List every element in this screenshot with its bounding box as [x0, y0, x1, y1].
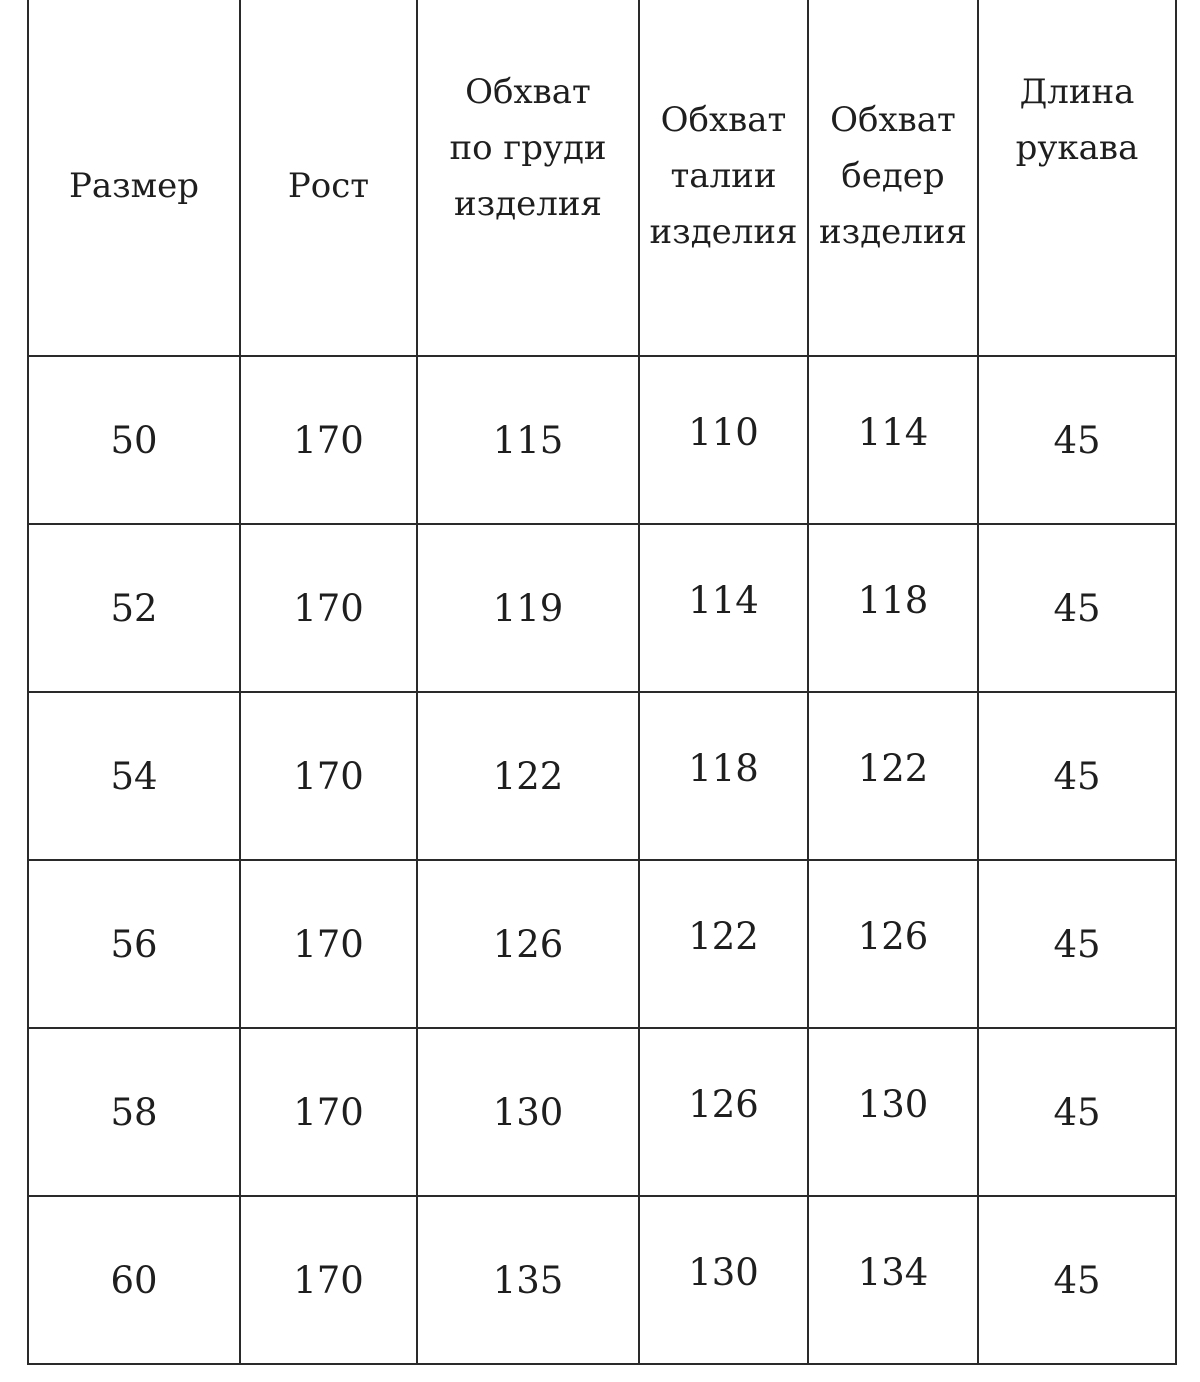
- cell-sleeve: 45: [978, 692, 1176, 860]
- header-hips-line: изделия: [819, 212, 967, 252]
- header-size: [28, 0, 240, 356]
- cell-size: 50: [28, 356, 240, 524]
- cell-hips: [808, 1028, 978, 1196]
- cell-hips: [808, 524, 978, 692]
- cell-waist-value: 130: [688, 1250, 759, 1294]
- header-waist-line: талии: [670, 156, 777, 196]
- size-chart-table: [27, 0, 1177, 1365]
- cell-hips-value: 114: [857, 410, 929, 454]
- cell-sleeve: 45: [978, 1196, 1176, 1364]
- header-hips-line: Обхват: [830, 100, 956, 140]
- cell-waist: [639, 1196, 808, 1364]
- cell-sleeve: 45: [978, 1028, 1176, 1196]
- cell-hips: [808, 692, 978, 860]
- header-height-line: Рост: [287, 166, 370, 206]
- cell-height: 170: [240, 1028, 417, 1196]
- table-row: [28, 1196, 1176, 1364]
- cell-size: 52: [28, 524, 240, 692]
- cell-chest: 135: [417, 1196, 639, 1364]
- table-row: [28, 692, 1176, 860]
- cell-hips-value: 126: [857, 914, 929, 958]
- header-chest-line: по груди: [449, 128, 607, 168]
- header-chest-line: Обхват: [465, 72, 591, 112]
- header-sleeve: [978, 0, 1176, 356]
- cell-sleeve: 45: [978, 356, 1176, 524]
- header-sleeve-line: Длина: [1019, 72, 1135, 112]
- cell-hips: [808, 1196, 978, 1364]
- table-row: [28, 860, 1176, 1028]
- cell-height: 170: [240, 692, 417, 860]
- table-row: [28, 356, 1176, 524]
- header-waist: [639, 0, 808, 356]
- header-row: [28, 0, 1176, 356]
- header-waist-line: Обхват: [660, 100, 787, 140]
- header-size-line: Размер: [68, 166, 200, 206]
- cell-waist-value: 118: [688, 746, 759, 790]
- cell-waist: [639, 860, 808, 1028]
- cell-hips: [808, 356, 978, 524]
- cell-waist: [639, 356, 808, 524]
- cell-waist-value: 110: [688, 410, 759, 454]
- cell-waist-value: 126: [688, 1082, 759, 1126]
- cell-hips-value: 118: [857, 578, 929, 622]
- cell-size: 56: [28, 860, 240, 1028]
- cell-chest: 130: [417, 1028, 639, 1196]
- cell-waist-value: 114: [688, 578, 759, 622]
- header-chest: [417, 0, 639, 356]
- cell-waist: [639, 692, 808, 860]
- header-waist-line: изделия: [649, 212, 798, 252]
- header-hips: [808, 0, 978, 356]
- header-hips-line: бедер: [841, 156, 945, 196]
- cell-chest: 122: [417, 692, 639, 860]
- cell-height: 170: [240, 860, 417, 1028]
- cell-hips-value: 134: [857, 1250, 929, 1294]
- cell-height: 170: [240, 356, 417, 524]
- cell-hips-value: 130: [857, 1082, 929, 1126]
- table-row: [28, 1028, 1176, 1196]
- cell-height: 170: [240, 524, 417, 692]
- cell-size: 60: [28, 1196, 240, 1364]
- cell-waist: [639, 1028, 808, 1196]
- cell-sleeve: 45: [978, 860, 1176, 1028]
- cell-chest: 115: [417, 356, 639, 524]
- header-height: [240, 0, 417, 356]
- cell-height: 170: [240, 1196, 417, 1364]
- cell-chest: 126: [417, 860, 639, 1028]
- cell-hips-value: 122: [857, 746, 929, 790]
- cell-size: 54: [28, 692, 240, 860]
- cell-chest: 119: [417, 524, 639, 692]
- table-row: [28, 524, 1176, 692]
- cell-sleeve: 45: [978, 524, 1176, 692]
- cell-size: 58: [28, 1028, 240, 1196]
- cell-waist-value: 122: [688, 914, 759, 958]
- header-chest-line: изделия: [454, 184, 602, 224]
- cell-waist: [639, 524, 808, 692]
- cell-hips: [808, 860, 978, 1028]
- header-sleeve-line: рукава: [1015, 128, 1139, 168]
